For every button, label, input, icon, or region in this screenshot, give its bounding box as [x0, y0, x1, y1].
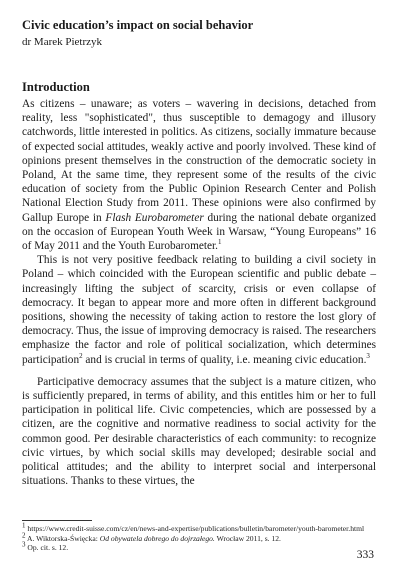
footnote-2-title: Od obywatela dobrego do dojrzałego.	[99, 533, 215, 543]
page-number: 333	[356, 549, 374, 561]
footnotes	[22, 521, 378, 553]
footnote-ref-1[interactable]: 1	[218, 238, 222, 247]
footnote-2	[22, 531, 378, 544]
paragraph-3: Participative democracy assumes that the subject is a mature citizen, who is sufficiently prepared, in terms of ability, and this entitles him or her to full participation in political life. Civic competencies, which are possessed by a citizen, are the cognitive and normative readiness to social activity for the common good. Per desirable characteristics of each community: to recognize civic virtues, by which social skills may developed; desirable social and political attitudes; and the ability to interpret social and interpersonal situations. Thanks to these virtues, the	[22, 375, 376, 488]
article-title: Civic education’s impact on social behavior	[22, 18, 254, 32]
footnote-ref-3[interactable]: 3	[366, 351, 370, 360]
paragraph-2	[22, 253, 376, 367]
footnote-number-3: 3	[22, 540, 26, 549]
footnote-1	[22, 521, 378, 534]
footnote-number-1: 1	[22, 521, 26, 530]
paragraph-1	[22, 97, 376, 253]
footnote-3-text: Op. cit. s. 12.	[27, 543, 69, 553]
paragraph-2-text-end: and is crucial in terms of quality, i.e. meaning civic education.	[82, 353, 367, 366]
footnote-ref-2[interactable]: 2	[79, 351, 83, 360]
footnote-1-link[interactable]: https://www.credit-suisse.com/cz/en/news-and-expertise/publications/bulletin/barometer/youth-barometer.html	[27, 524, 365, 533]
footnote-3	[22, 540, 378, 553]
body-text	[22, 97, 376, 488]
footnote-2-author: A. Wiktorska-Święcka:	[26, 533, 100, 543]
footnote-number-2: 2	[22, 531, 26, 540]
paragraph-1-text: As citizens – unaware; as voters – wavering in decisions, detached from reality, less "sophisticated", thus susceptible to demagogy and illusory catchwords, little interested in politics. As citizens, socially immature because of expected social attitudes, weakly active and poorly involved. These kind of opinions present themselves in the construction of the democratic society in Poland, At the same time, they represent some of the results of the civic education of society from the Public Opinion Research Center and Polish National Election Study from 2011. These opinions were also confirmed by Gallup Europe in	[22, 98, 376, 224]
footnote-2-details: Wrocław 2011, s. 12.	[214, 533, 281, 543]
section-heading: Introduction	[22, 80, 90, 94]
footnote-divider	[22, 520, 92, 521]
article-author: dr Marek Pietrzyk	[22, 36, 103, 48]
paragraph-1-text-end: during the national debate organized on the occasion of European Youth Week in Warsaw, “Young Europeans” 16 of May 2011 and the Youth Eurobarometer.	[22, 211, 376, 253]
paragraph-2-text: This is not very positive feedback relating to building a civil society in Poland – which coincided with the European scientific and public debate – increasingly lifting the subject of scarcity, crisis or even collapse of democracy. It began to appear more and more often in different background positions, showing the necessity of taking action to restore the lost glory of democracy. Thus, the issue of improving democracy is raised. The researchers emphasize the factor and role of political socialization, which determines participation	[22, 254, 376, 366]
paragraph-1-italic: Flash Eurobarometer	[105, 211, 204, 224]
